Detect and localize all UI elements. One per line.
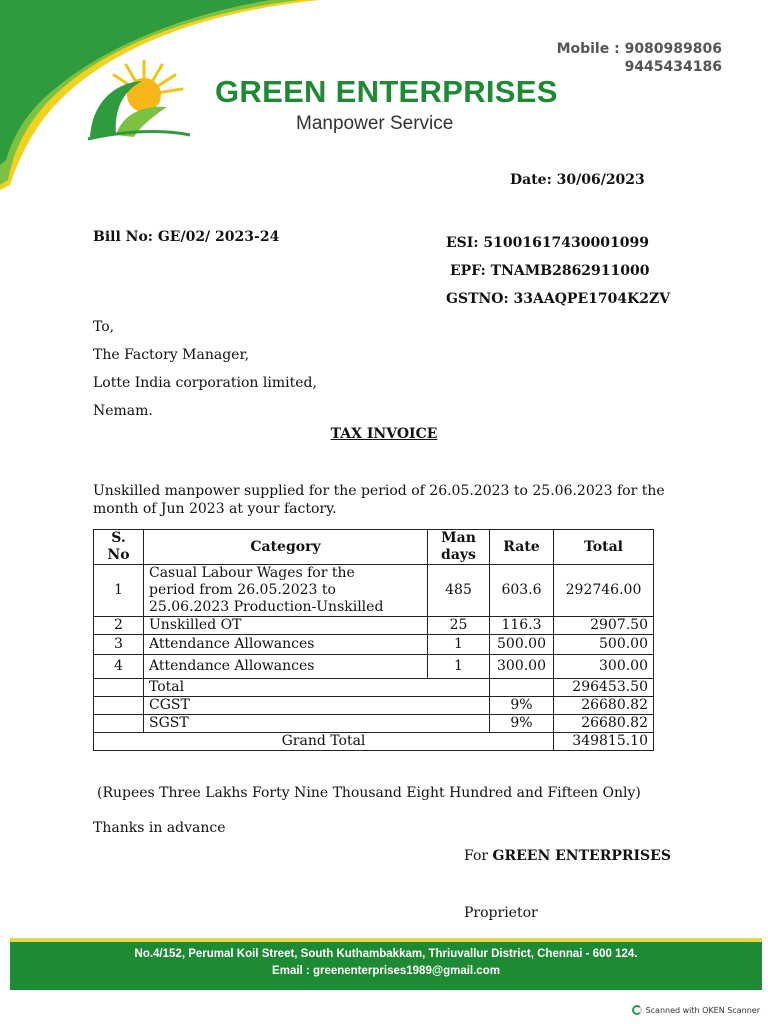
header-category: Category — [144, 530, 428, 565]
invoice-table — [93, 529, 654, 751]
cell-rate: 603.6 — [490, 565, 554, 617]
cell-rate: 116.3 — [490, 617, 554, 635]
for-prefix: For — [464, 848, 489, 864]
total-label: Total — [144, 679, 490, 697]
sgst-label: SGST — [144, 715, 490, 733]
cell-mandays: 485 — [428, 565, 490, 617]
cell-sno: 2 — [94, 617, 144, 635]
total-value: 296453.50 — [554, 679, 654, 697]
address-line-3: Nemam. — [93, 403, 153, 419]
scanner-logo-icon — [632, 1005, 642, 1015]
cell-mandays: 1 — [428, 655, 490, 679]
table-row — [94, 617, 654, 635]
total-row — [94, 679, 654, 697]
registration-numbers — [446, 229, 670, 313]
for-company — [464, 848, 671, 864]
scanner-text: Scanned with OKEN Scanner — [645, 1005, 760, 1015]
footer-address: No.4/152, Perumal Koil Street, South Kuthambakkam, Thriuvallur District, Chennai - 600 124. — [134, 948, 638, 960]
mobile-numbers — [557, 40, 722, 76]
esi-number: ESI: 51001617430001099 — [446, 235, 649, 251]
cell-total: 2907.50 — [554, 617, 654, 635]
cell-sno: 3 — [94, 635, 144, 655]
cell-sno: 1 — [94, 565, 144, 617]
cell-category: Casual Labour Wages for the period from 26.05.2023 to 25.06.2023 Production-Unskilled — [144, 565, 428, 617]
amount-in-words: (Rupees Three Lakhs Forty Nine Thousand Eight Hundred and Fifteen Only) — [97, 785, 641, 801]
cell-total: 300.00 — [554, 655, 654, 679]
company-name: GREEN ENTERPRISES — [215, 74, 558, 109]
header-total: Total — [554, 530, 654, 565]
cell-rate: 300.00 — [490, 655, 554, 679]
thanks-text: Thanks in advance — [93, 820, 226, 836]
table-row — [94, 635, 654, 655]
mobile-line-1: Mobile : 9080989806 — [556, 41, 722, 57]
gst-number: GSTNO: 33AAQPE1704K2ZV — [446, 291, 671, 307]
footer-banner — [10, 938, 762, 990]
invoice-description: Unskilled manpower supplied for the period of 26.05.2023 to 25.06.2023 for the month of Jun 2023 at your factory. — [93, 483, 665, 517]
address-line-2: Lotte India corporation limited, — [93, 375, 317, 391]
cell-category: Attendance Allowances — [144, 635, 428, 655]
address-to: To, — [93, 319, 115, 335]
grand-total-value: 349815.10 — [554, 733, 654, 751]
cgst-label: CGST — [144, 697, 490, 715]
cgst-row — [94, 697, 654, 715]
header-mandays: Man days — [428, 530, 490, 565]
document-title — [0, 426, 768, 442]
cell-category: Attendance Allowances — [144, 655, 428, 679]
address-line-1: The Factory Manager, — [93, 347, 250, 363]
cell-total: 500.00 — [554, 635, 654, 655]
document-title-text: TAX INVOICE — [330, 426, 438, 442]
header-rate: Rate — [490, 530, 554, 565]
for-company-name: GREEN ENTERPRISES — [492, 848, 671, 864]
cell-rate: 500.00 — [490, 635, 554, 655]
cell-mandays: 25 — [428, 617, 490, 635]
scanner-watermark — [632, 1005, 760, 1015]
cell-total: 292746.00 — [554, 565, 654, 617]
grand-total-label: Grand Total — [94, 733, 554, 751]
table-row — [94, 565, 654, 617]
invoice-date: Date: 30/06/2023 — [510, 172, 645, 188]
sgst-row — [94, 715, 654, 733]
mobile-line-2: 9445434186 — [624, 59, 722, 75]
sgst-value: 26680.82 — [554, 715, 654, 733]
sgst-rate: 9% — [490, 715, 554, 733]
cell-category: Unskilled OT — [144, 617, 428, 635]
header-sno: S. No — [94, 530, 144, 565]
cgst-rate: 9% — [490, 697, 554, 715]
table-header-row — [94, 530, 654, 565]
cell-sno: 4 — [94, 655, 144, 679]
table-row — [94, 655, 654, 679]
cell-mandays: 1 — [428, 635, 490, 655]
signatory-title: Proprietor — [464, 905, 538, 921]
company-tagline: Manpower Service — [296, 113, 454, 134]
grand-total-row — [94, 733, 654, 751]
recipient-address — [93, 313, 317, 425]
epf-number: EPF: TNAMB2862911000 — [450, 263, 650, 279]
company-logo-icon — [82, 55, 192, 143]
footer-email: Email : greenenterprises1989@gmail.com — [272, 965, 500, 977]
bill-number: Bill No: GE/02/ 2023-24 — [93, 229, 280, 245]
cgst-value: 26680.82 — [554, 697, 654, 715]
